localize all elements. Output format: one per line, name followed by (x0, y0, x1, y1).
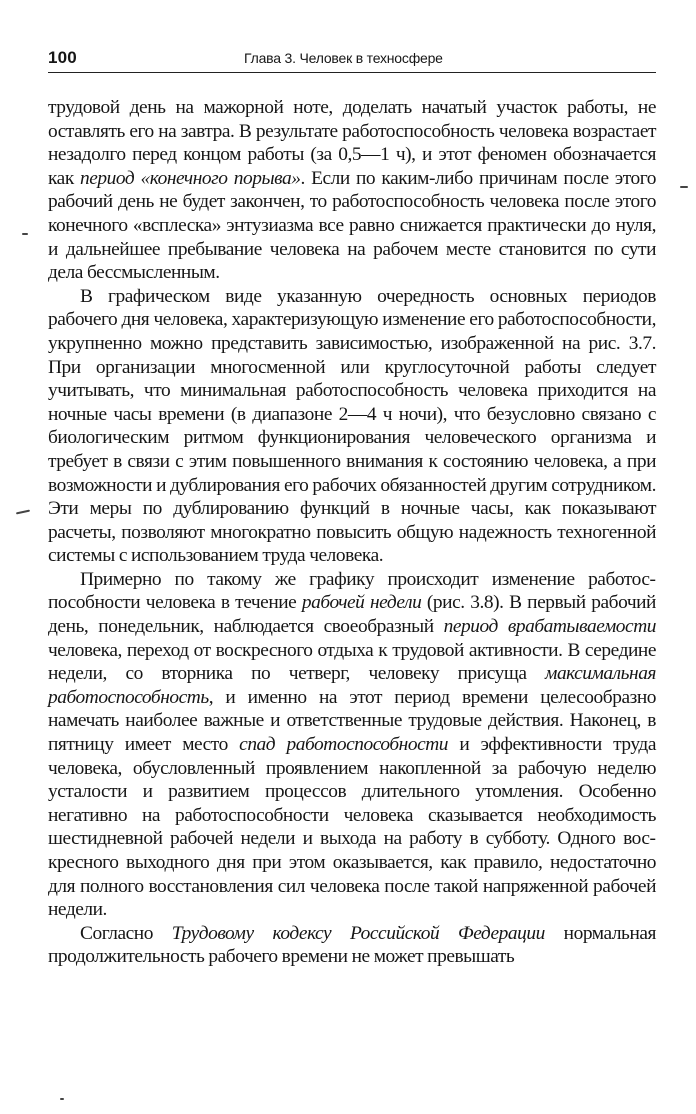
text-run: . Если по каким-либо причинам после этого рабочий день не будет закончен, то работоспособность человека после этого конечного «всплеска» энтузиазма все равно снижается практически до нуля, и дальнейшее пребывание человека на рабочем месте становится по сути дела бессмысленным. (48, 167, 656, 284)
running-head: Глава 3. Человек в техносфере (244, 50, 443, 66)
italic-term: спад работоспособности (239, 734, 449, 756)
text-run: Примерно по такому же графику происходит изменение работоспособности человека в течение (48, 568, 656, 614)
italic-term: максимальная работоспособность (48, 663, 656, 708)
italic-term: рабочей недели (301, 592, 422, 614)
page-number: 100 (48, 48, 77, 67)
body-text (48, 96, 656, 969)
text-run: , и именно на этот период времени целесообразно намечать наиболее важные и ответственные трудовые действия. Наконец, в пятницу имеет место (48, 686, 656, 756)
italic-term: период врабатываемости (443, 616, 656, 638)
text-run: Согласно (80, 922, 172, 944)
text-run: трудовой день на мажорной ноте, доделать начатый участок работы, не оставлять его на завтра. В результате работоспособность человека возрастает незадолго перед концом работы (за 0,5—1 ч), и этот феномен обозначается как (48, 97, 656, 189)
paragraph (48, 285, 656, 568)
margin-pencil-mark (60, 1098, 64, 1100)
text-run: В графическом виде указанную очередность основных периодов рабочего дня человека, характеризующую изменение его работоспособности, укрупненно можно представить зависимостью, изображенной на рис. 3.7. При организации многосменной или круглосуточной работы следует учитывать, что минимальная работоспособность человека приходится на ночные часы времени (в диапазоне 2—4 ч ночи), что безусловно связано с биологическим ритмом функционирования человеческого организма и требует в связи с этим повышенного внимания к состоянию человека, а при возможности и дублирования его рабочих обязанностей другим сотрудником. Эти меры по дублированию функций в ночные часы, как показывают расчеты, позволяют многократно повысить общую надежность техногенной системы с использованием труда человека. (48, 285, 656, 567)
paragraph (48, 96, 656, 285)
page-header (48, 46, 656, 73)
text-run: нормальная продолжительность рабочего времени не может превышать (48, 922, 656, 968)
paragraph (48, 568, 656, 922)
book-page (48, 46, 656, 969)
margin-pencil-mark (22, 233, 28, 235)
margin-pencil-mark (680, 186, 688, 188)
text-run: и эффективности труда человека, обусловленный проявлением накопленной за рабочую неделю усталости и развитием процессов длительного утомления. Особенно негативно на работоспособности человека сказывается необходимость шестидневной рабочей недели и выхода на работу в субботу. Одного воскресного выходного дня при этом оказывается, как правило, недостаточно для полного восстановления сил человека после такой напряженной рабочей недели. (48, 734, 656, 921)
text-run: (рис. 3.8). В первый рабочий день, понедельник, наблюдается своеобразный (48, 592, 656, 638)
paragraph (48, 922, 656, 969)
text-run: человека, переход от воскресного отдыха к трудовой активности. В середине недели, со вторника по четверг, человеку присуща (48, 639, 656, 685)
italic-term: Трудовому кодексу Российской Федерации (171, 922, 545, 944)
italic-term: период «конечного порыва» (80, 167, 301, 189)
margin-pencil-mark (16, 510, 30, 515)
